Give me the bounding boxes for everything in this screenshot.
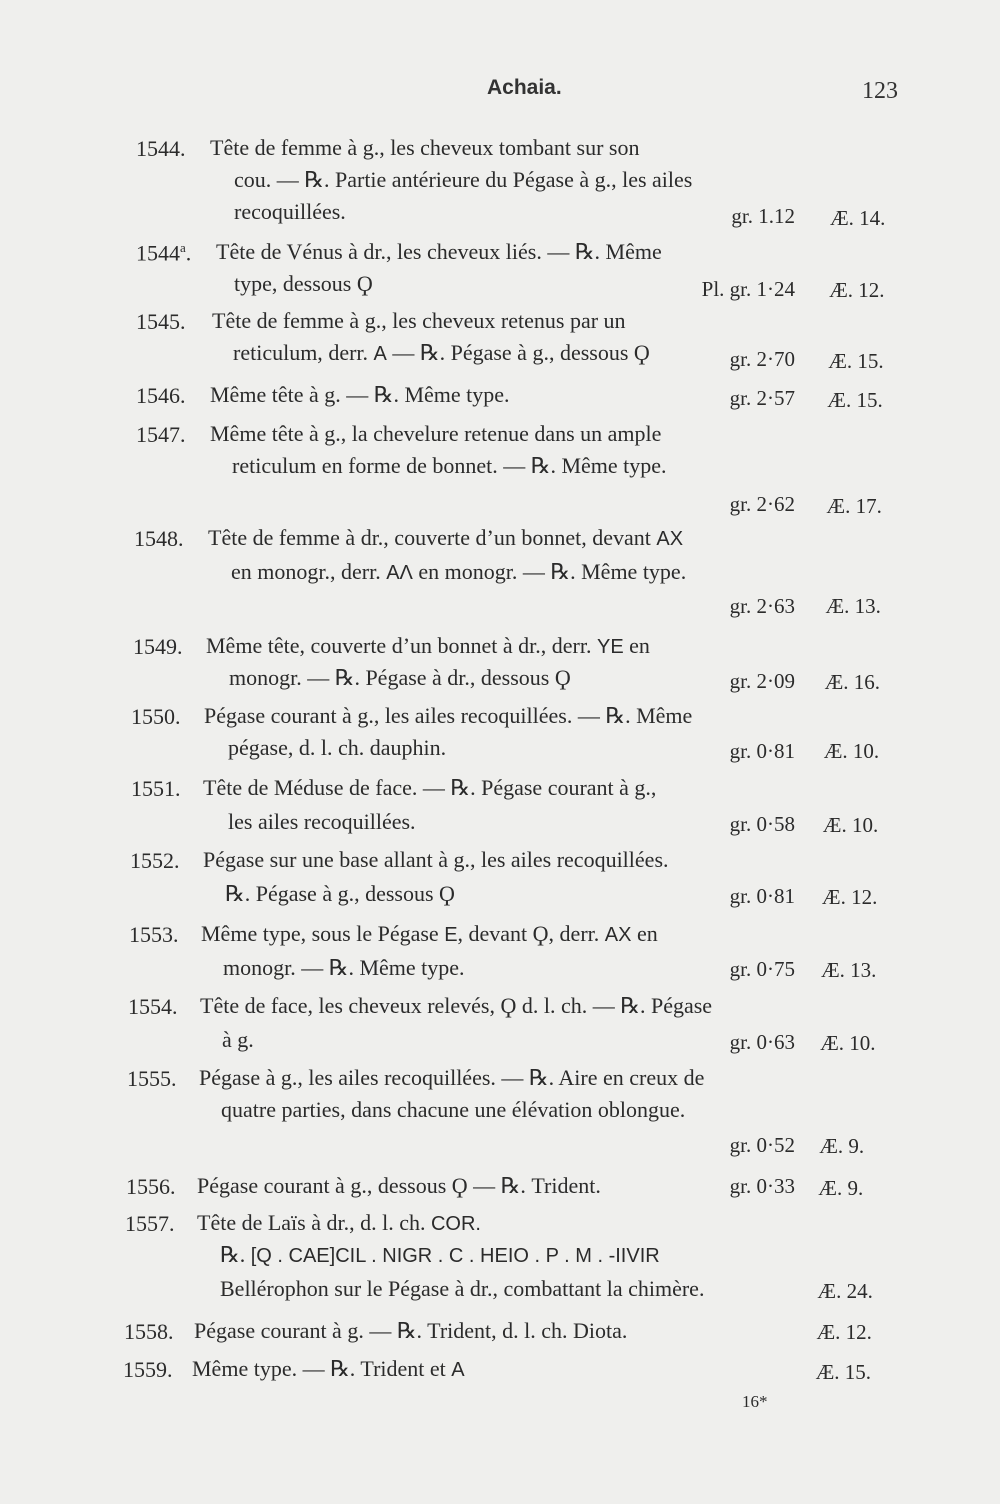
entry-weight: gr. 0·63 bbox=[729, 1030, 795, 1054]
entry-text-line: Pégase courant à g., les ailes recoquillées. — ℞. Même bbox=[204, 703, 693, 728]
entry-text-line: Tête de femme à dr., couverte d’un bonnet, devant AX bbox=[208, 525, 684, 550]
entry-text-line: Tête de Laïs à dr., d. l. ch. COR. bbox=[197, 1210, 481, 1235]
entry-metal-size: Æ. 12. bbox=[821, 885, 878, 909]
entry-text-line: ℞. [Q . CAE]CIL . NIGR . C . HEIO . P . M . -IIVIR bbox=[220, 1242, 660, 1267]
entry-number: 1546. bbox=[136, 383, 186, 408]
entry-text-line: Tête de femme à g., les cheveux retenus par un bbox=[212, 308, 626, 333]
entry-weight: gr. 2·09 bbox=[729, 669, 795, 693]
entry-text-line: Pégase sur une base allant à g., les ailes recoquillées. bbox=[203, 847, 669, 872]
entry-text-line: Tête de face, les cheveux relevés, Ϙ d. l. ch. — ℞. Pégase bbox=[200, 993, 713, 1018]
entry-number: 1544. bbox=[136, 136, 186, 161]
entry-weight: gr. 1.12 bbox=[731, 204, 795, 228]
entry-metal-size: Æ. 15. bbox=[815, 1360, 872, 1384]
entry-metal-size: Æ. 14. bbox=[830, 206, 886, 230]
entry-weight: Pl. gr. 1·24 bbox=[701, 277, 795, 301]
entry-weight: gr. 2·62 bbox=[729, 492, 795, 516]
entry-number: 1556. bbox=[126, 1174, 176, 1199]
entry-weight: gr. 2·63 bbox=[729, 594, 795, 618]
entry-metal-size: Æ. 15. bbox=[828, 349, 884, 373]
entry-text-line: type, dessous Ϙ bbox=[234, 271, 373, 296]
entry-text-line: Pégase courant à g. — ℞. Trident, d. l. ch. Diota. bbox=[194, 1318, 628, 1343]
entry-weight: gr. 0·75 bbox=[729, 957, 795, 981]
entry-text-line: recoquillées. bbox=[234, 199, 346, 224]
entry-number: 1557. bbox=[125, 1211, 175, 1236]
entry-weight: gr. 0·81 bbox=[729, 739, 795, 763]
entry-number: 1547. bbox=[136, 422, 186, 447]
entry-text-line: Même type. — ℞. Trident et A bbox=[192, 1356, 465, 1381]
entry-weight: gr. 0·58 bbox=[729, 812, 795, 836]
signature-mark: 16* bbox=[742, 1392, 768, 1411]
entry-metal-size: Æ. 12. bbox=[829, 278, 885, 302]
entry-text-line: en monogr., derr. AΛ en monogr. — ℞. Même type. bbox=[231, 559, 687, 584]
entry-text-line: ℞. Pégase à g., dessous Ϙ bbox=[225, 881, 455, 906]
entry-number: 1559. bbox=[123, 1357, 173, 1382]
entry-metal-size: Æ. 12. bbox=[816, 1320, 872, 1344]
entry-metal-size: Æ. 24. bbox=[817, 1279, 873, 1303]
entry-metal-size: Æ. 9. bbox=[819, 1134, 865, 1158]
page-number: 123 bbox=[862, 78, 898, 104]
entry-text-line: Pégase à g., les ailes recoquillées. — ℞. Aire en creux de bbox=[199, 1065, 705, 1090]
entry-text-line: Pégase courant à g., dessous Ϙ — ℞. Trident. bbox=[197, 1173, 601, 1198]
entry-text-line: à g. bbox=[222, 1027, 254, 1052]
entry-number: 1544$^a$. bbox=[136, 240, 192, 266]
entry-text-line: pégase, d. l. ch. dauphin. bbox=[228, 735, 447, 760]
entry-number: 1550. bbox=[131, 704, 181, 729]
entry-metal-size: Æ. 15. bbox=[827, 388, 883, 412]
entry-text-line: Bellérophon sur le Pégase à dr., combattant la chimère. bbox=[220, 1276, 705, 1301]
entry-text-line: reticulum, derr. A — ℞. Pégase à g., dessous Ϙ bbox=[233, 340, 650, 365]
entry-text-line: Tête de Méduse de face. — ℞. Pégase courant à g., bbox=[203, 775, 657, 800]
entry-text-line: cou. — ℞. Partie antérieure du Pégase à g., les ailes bbox=[234, 167, 693, 192]
entry-text-line: quatre parties, dans chacune une élévation oblongue. bbox=[221, 1097, 686, 1122]
entry-metal-size: Æ. 10. bbox=[823, 739, 880, 763]
entry-number: 1553. bbox=[129, 922, 179, 947]
entry-weight: gr. 0·81 bbox=[729, 884, 795, 908]
entry-text-line: reticulum en forme de bonnet. — ℞. Même type. bbox=[232, 453, 667, 478]
entry-number: 1549. bbox=[133, 634, 183, 659]
entry-weight: gr. 2·70 bbox=[729, 347, 795, 371]
entry-weight: gr. 0·33 bbox=[729, 1174, 795, 1198]
entry-metal-size: Æ. 13. bbox=[825, 594, 881, 618]
entry-text-line: Tête de femme à g., les cheveux tombant sur son bbox=[210, 135, 640, 160]
entry-number: 1552. bbox=[130, 848, 180, 873]
entry-metal-size: Æ. 17. bbox=[826, 494, 882, 518]
entry-text-line: Même tête, couverte d’un bonnet à dr., derr. YE en bbox=[206, 633, 650, 658]
entry-text-line: monogr. — ℞. Même type. bbox=[223, 955, 465, 980]
entry-text-line: les ailes recoquillées. bbox=[228, 809, 416, 834]
entry-number: 1555. bbox=[127, 1066, 177, 1091]
entry-text-line: Même type, sous le Pégase E, devant Ϙ, derr. AX en bbox=[201, 921, 658, 946]
entry-text-line: monogr. — ℞. Pégase à dr., dessous Ϙ bbox=[229, 665, 571, 690]
entry-number: 1554. bbox=[128, 994, 178, 1019]
entry-weight: gr. 0·52 bbox=[729, 1133, 795, 1157]
entry-number: 1558. bbox=[124, 1319, 174, 1344]
entry-text-line: Tête de Vénus à dr., les cheveux liés. — ℞. Même bbox=[216, 239, 662, 264]
entry-metal-size: Æ. 10. bbox=[822, 813, 879, 837]
running-title: Achaia. bbox=[487, 76, 562, 99]
entry-metal-size: Æ. 10. bbox=[820, 1031, 876, 1055]
entry-metal-size: Æ. 16. bbox=[824, 670, 881, 694]
entry-text-line: Même tête à g., la chevelure retenue dans un ample bbox=[210, 421, 662, 446]
entry-weight: gr. 2·57 bbox=[729, 386, 795, 410]
entry-number: 1551. bbox=[131, 776, 181, 801]
entry-number: 1545. bbox=[136, 309, 186, 334]
entry-metal-size: Æ. 13. bbox=[821, 958, 877, 982]
entry-text-line: Même tête à g. — ℞. Même type. bbox=[210, 382, 510, 407]
entry-metal-size: Æ. 9. bbox=[818, 1176, 864, 1200]
entry-number: 1548. bbox=[134, 526, 184, 551]
